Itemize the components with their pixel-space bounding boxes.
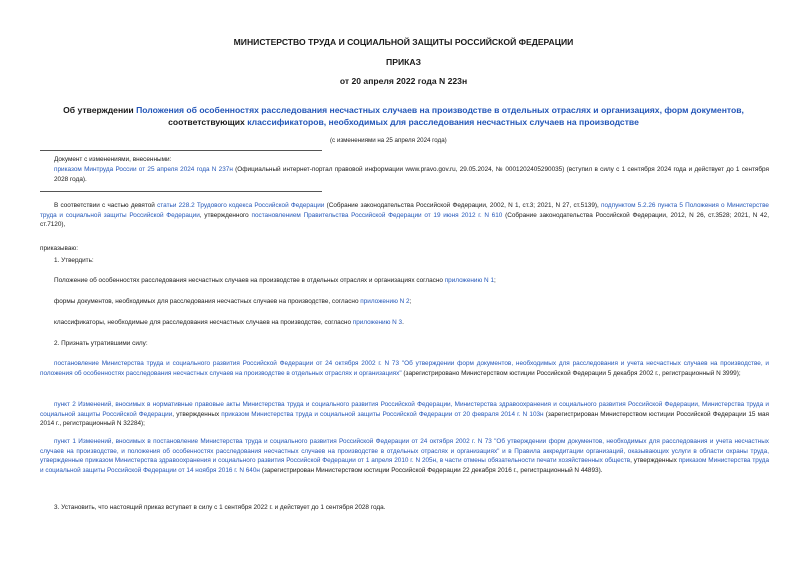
item-1-b-text: формы документов, необходимых для расследования несчастных случаев на производстве, согласно — [54, 298, 361, 305]
appendix-1-link[interactable]: приложению N 1 — [444, 277, 494, 284]
item-2-c — [40, 437, 769, 475]
government-resolution-link[interactable]: постановлением Правительства Российской Федерации от 19 июня 2012 г. N 610 — [251, 211, 503, 219]
item-2-b-mid: , утвержденных — [172, 410, 222, 418]
item-1-b-end: ; — [409, 298, 412, 305]
order-640n-link[interactable]: приказом Министерства труда и социальной защиты Российской Федерации от 14 ноября 2016 г. N 640н — [40, 457, 769, 474]
item-2-heading: 2. Признать утратившими силу: — [54, 340, 148, 347]
preamble-paragraph — [40, 201, 769, 230]
item-1-c-text: классификаторы, необходимые для расследования несчастных случаев на производстве, согласно — [54, 319, 353, 326]
preamble-text-4: (Собрание законодательства Российской Федерации, 2012, N 26, ст.3528; 2021, N 42, ст.7120), — [40, 211, 770, 229]
item-2-a — [40, 359, 769, 378]
item-1-c-end: . — [402, 319, 404, 326]
item-1-a-end: ; — [494, 277, 496, 284]
ministry-regulation-link[interactable]: подпунктом 5.2.26 пункта 5 Положения о Министерстве труда и социальной защиты Российской Федерации — [40, 202, 769, 219]
item-2-c-rest: (зарегистрирован Министерством юстиции Российской Федерации 22 декабря 2016 г., регистрационный N 44893). — [259, 466, 603, 474]
item-1-b — [54, 297, 769, 307]
ministry-heading: МИНИСТЕРСТВО ТРУДА И СОЦИАЛЬНОЙ ЗАЩИТЫ РОССИЙСКОЙ ФЕДЕРАЦИИ — [233, 37, 574, 47]
order-103n-link[interactable]: приказом Министерства труда и социальной защиты Российской Федерации от 20 февраля 2014 г. N 103н — [221, 410, 544, 418]
labor-code-link[interactable]: статьи 228.2 Трудового кодекса Российской Федерации — [157, 202, 325, 209]
item-1-c — [54, 318, 769, 328]
divider-bottom — [40, 191, 322, 192]
document-type: ПРИКАЗ — [386, 57, 421, 67]
amending-order-link[interactable]: приказом Минтруда России от 25 апреля 2024 года N 237н — [54, 166, 233, 173]
classifiers-title-link[interactable]: классификаторов, необходимых для расследования несчастных случаев на производстве — [247, 117, 639, 127]
title-line2-prefix: соответствующих — [168, 117, 248, 127]
regulation-title-link[interactable]: Положения об особенностях расследования несчастных случаев на производстве в отдельных отраслях и организациях, форм документов, — [136, 105, 744, 115]
item-2-b — [40, 400, 769, 429]
item-2-a-rest: (зарегистрировано Министерством юстиции Российской Федерации 5 декабря 2002 г., регистрационный N 3999); — [401, 369, 741, 377]
amendments-point-2-link[interactable]: пункт 2 Изменений, вносимых в нормативные правовые акты Министерства труда и социального развития Российской Федерации, Министерства здравоохранения и социального развития Российской Федерации, Министерства труда и социальной защиты Российской Федерации — [40, 401, 769, 418]
resolution-73-link[interactable]: постановление Министерства труда и социального развития Российской Федерации от 24 октября 2002 г. N 73 "Об утверждении форм документов, необходимых для расследования и учета несчастных случаев на производстве, и положения об особенностях расследования несчастных случаев на производстве в отдельных отраслях и организациях" — [40, 360, 769, 377]
changes-rest: (Официальный интернет-портал правовой информации www.pravo.gov.ru, 29.05.2024, № 0001202405290035) (вступил в силу с 1 сентября 2024 года и действует до 1 сентября 2028 года). — [54, 166, 769, 183]
appendix-2-link[interactable]: приложению N 2 — [360, 298, 410, 305]
preamble-text-3: , утвержденного — [199, 211, 252, 219]
title-prefix: Об утверждении — [63, 105, 137, 115]
item-2-c-mid: , утвержденных — [630, 457, 679, 465]
item-1-heading: 1. Утвердить: — [54, 257, 94, 264]
preamble-text-1: В соответствии с частью девятой — [54, 202, 158, 209]
document-title — [40, 104, 767, 128]
amendment-note: (с изменениями на 25 апреля 2024 года) — [330, 137, 447, 144]
item-1-a-text: Положение об особенностях расследования несчастных случаев на производстве в отдельных отраслях и организациях согласно — [54, 277, 445, 284]
changes-paragraph — [54, 165, 769, 184]
changes-label: Документ с изменениями, внесенными: — [54, 156, 172, 163]
appendix-3-link[interactable]: приложению N 3 — [352, 319, 403, 326]
item-3: 3. Установить, что настоящий приказ вступает в силу с 1 сентября 2022 г. и действует до 1 сентября 2028 года. — [54, 504, 386, 511]
divider-top — [40, 150, 322, 151]
item-1-a — [54, 276, 769, 286]
amendments-point-1-link[interactable]: пункт 1 Изменений, вносимых в постановление Министерства труда и социального развития Российской Федерации от 24 октября 2002 г. N 73 "Об утверждении форм документов, необходимых для расследования и учета несчастных случаев на производстве, и положения об особенностях расследования несчастных случаев на производстве в отдельных отраслях и организациях" и в Правила аккредитации организаций, оказывающих услуги в области охраны труда, утвержденные приказом Министерства здравоохранения и социального развития Российской Федерации от 1 апреля 2010 г. N 205н, в части отмены обязательности печати хозяйственных обществ — [40, 438, 769, 465]
order-date-number: от 20 апреля 2022 года N 223н — [339, 76, 468, 86]
order-word: приказываю: — [40, 245, 78, 252]
item-2-b-rest: (зарегистрирован Министерством юстиции Российской Федерации 15 мая 2014 г., регистрационный N 32284); — [40, 410, 769, 428]
preamble-text-2: (Собрание законодательства Российской Федерации, 2002, N 1, ст.3; 2021, N 27, ст.5139), — [324, 202, 601, 209]
